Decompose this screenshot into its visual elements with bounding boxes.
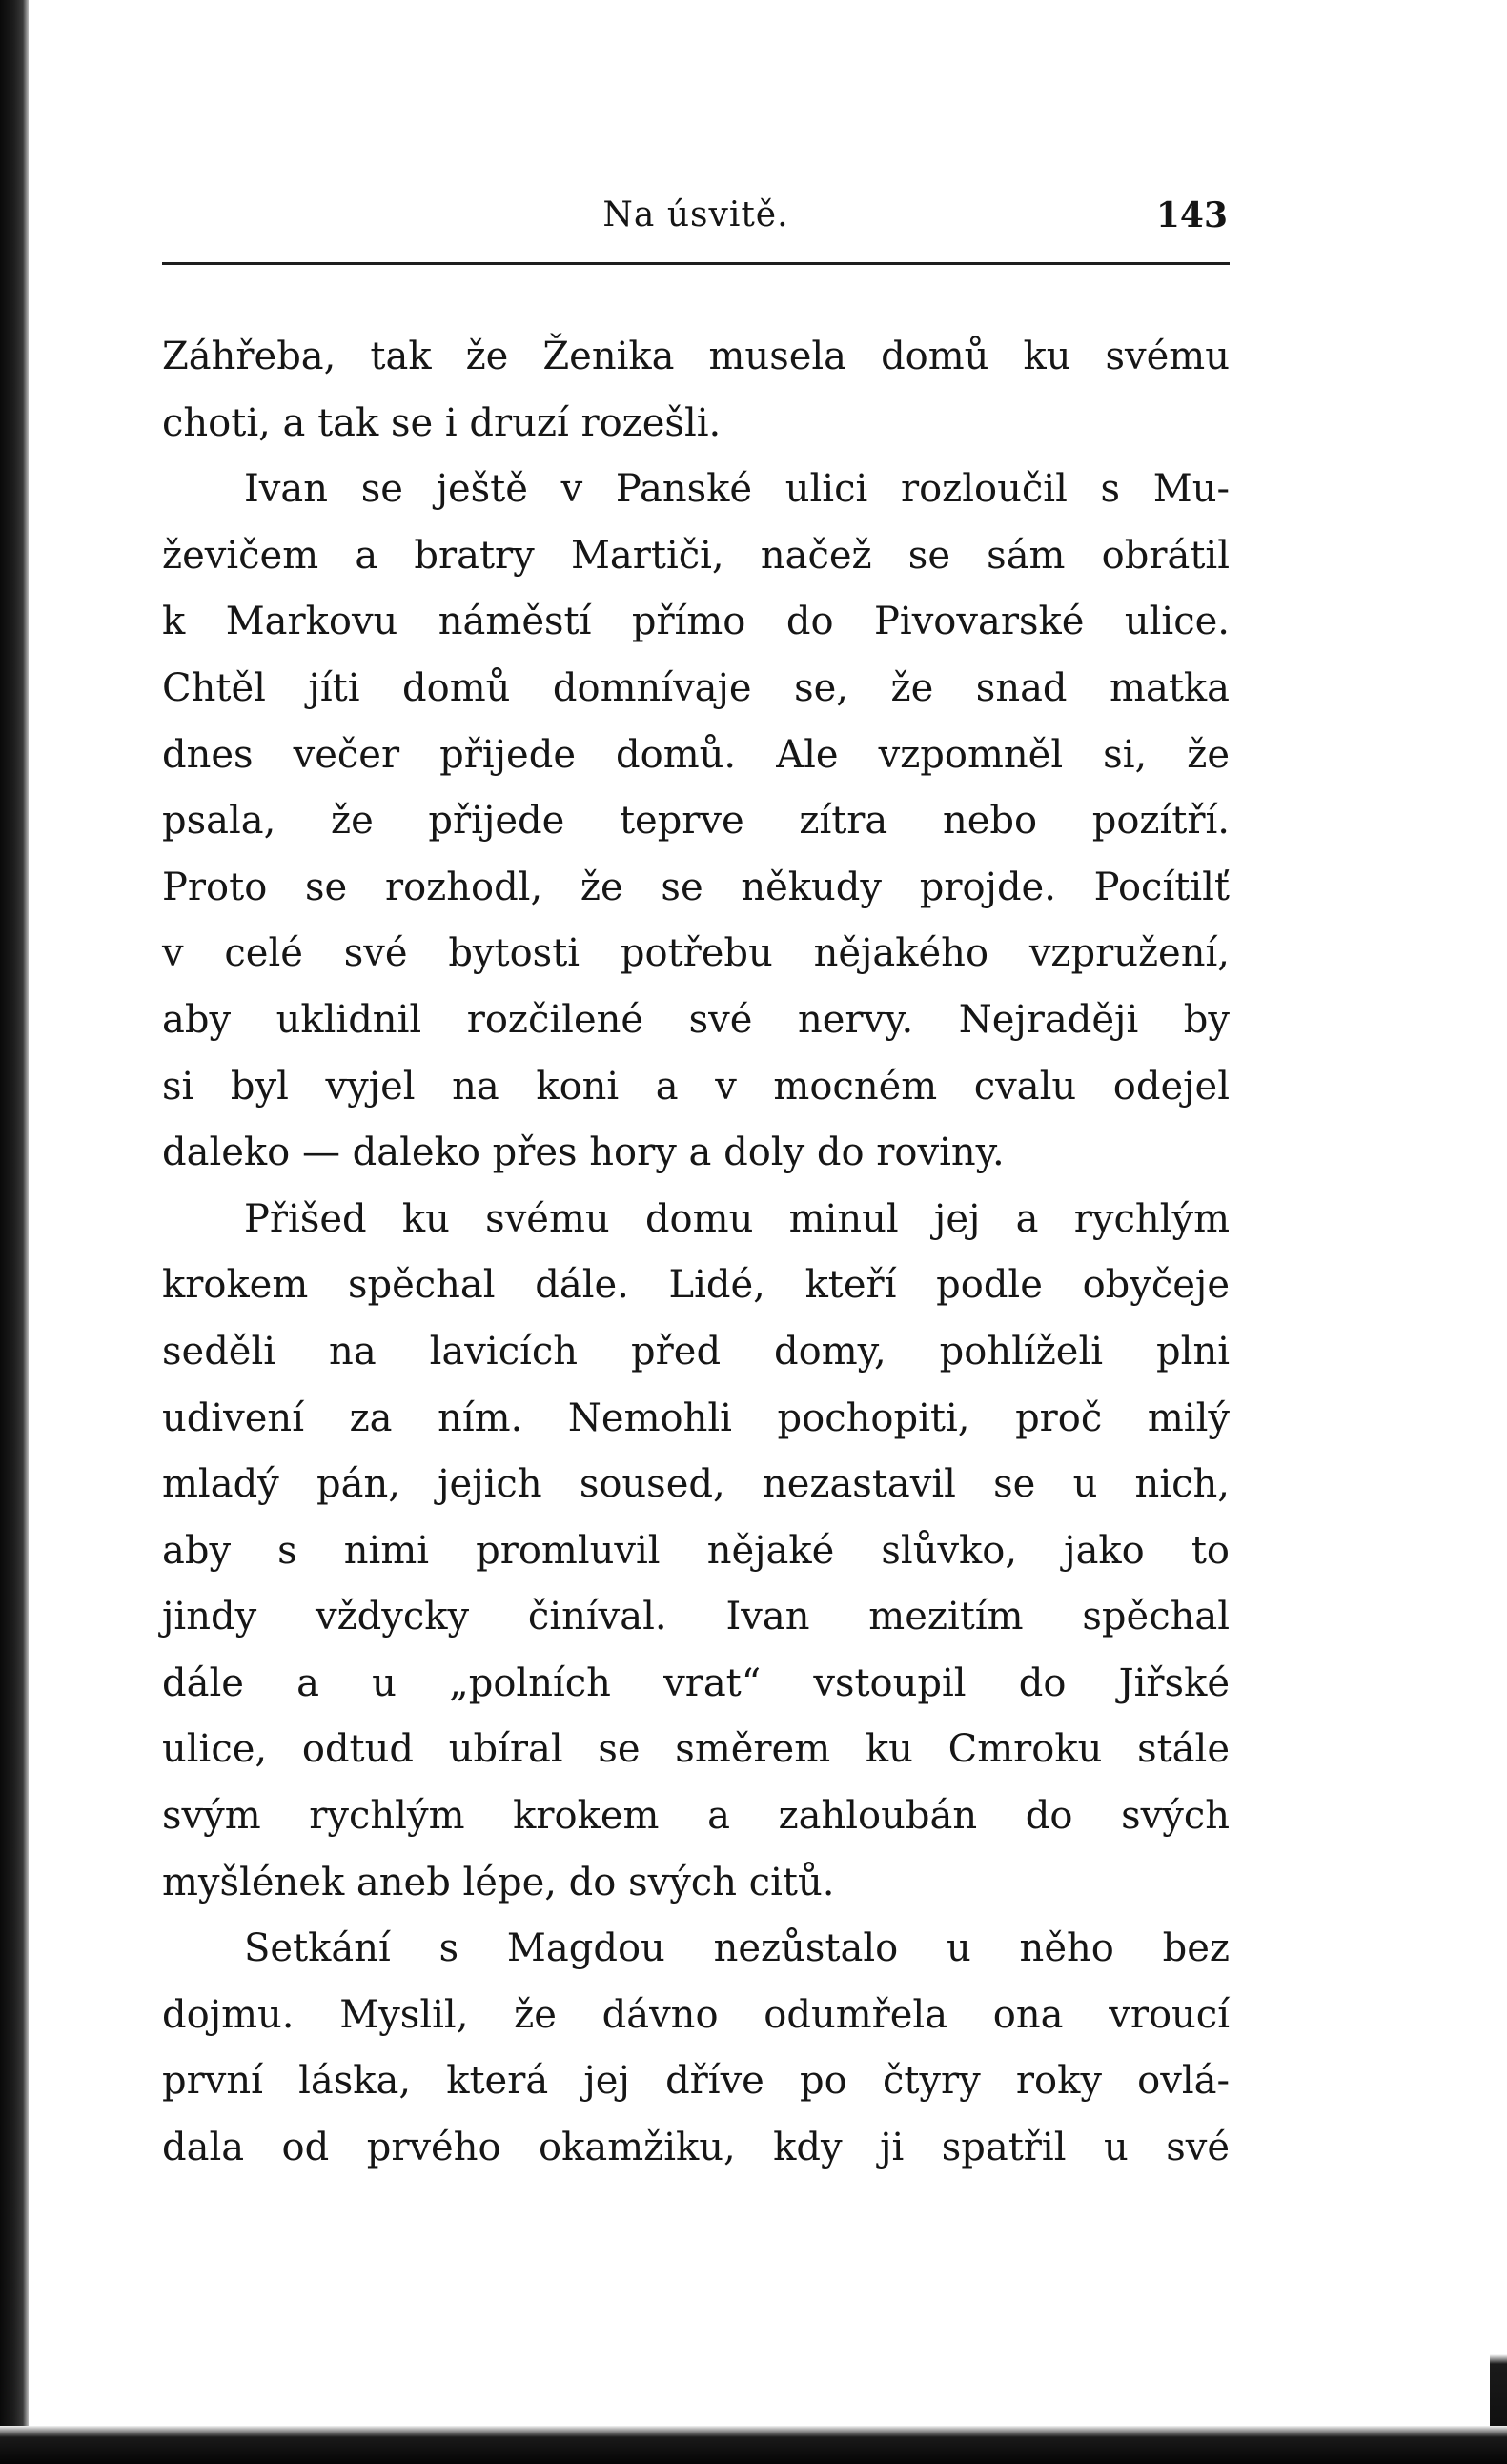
text-line: Chtěl jíti domů domnívaje se, že snad matka (162, 665, 1230, 710)
body-text (162, 324, 1230, 2182)
page-number: 143 (1155, 195, 1228, 235)
text-line: aby s nimi promluvil nějaké slůvko, jako to (162, 1528, 1230, 1573)
text-line: dnes večer přijede domů. Ale vzpomněl si, že (162, 732, 1230, 777)
text-line: svým rychlým krokem a zahloubán do svých (162, 1794, 1230, 1839)
text-line: si byl vyjel na koni a v mocném cvalu odejel (162, 1064, 1230, 1109)
text-line: mladý pán, jejich soused, nezastavil se u nich, (162, 1462, 1230, 1507)
text-line: choti, a tak se i druzí rozešli. (162, 400, 722, 445)
text-line: k Markovu náměstí přímo do Pivovarské ulice. (162, 600, 1230, 644)
text-line: ulice, odtud ubíral se směrem ku Cmroku stále (162, 1727, 1230, 1772)
text-line: Přišed ku svému domu minul jej a rychlým (244, 1196, 1230, 1241)
text-line: Setkání s Magdou nezůstalo u něho bez (244, 1926, 1230, 1971)
text-line: seděli na lavicích před domy, pohlíželi plni (162, 1329, 1230, 1374)
text-line: myšlének aneb lépe, do svých citů. (162, 1860, 835, 1904)
text-line: daleko — daleko přes hory a doly do roviny. (162, 1130, 1005, 1175)
text-line: první láska, která jej dříve po čtyry roky ovlá- (162, 2059, 1230, 2104)
scan-left-border (0, 0, 29, 2464)
text-line: udivení za ním. Nemohli pochopiti, proč milý (162, 1395, 1230, 1440)
text-line: psala, že přijede teprve zítra nebo pozítří. (162, 799, 1230, 844)
text-line: dala od prvého okamžiku, kdy ji spatřil u své (162, 2126, 1230, 2170)
page-header (162, 195, 1230, 253)
text-line: jindy vždycky činíval. Ivan mezitím spěchal (162, 1595, 1230, 1639)
text-line: dále a u „polních vrat“ vstoupil do Jiřské (162, 1660, 1230, 1705)
text-line: v celé své bytosti potřebu nějakého vzpružení, (162, 931, 1230, 976)
text-line: Proto se rozhodl, že se někudy projde. Pocítilť (162, 865, 1230, 909)
scan-bottom-border (0, 2426, 1507, 2464)
text-line: Ivan se ještě v Panské ulici rozloučil s Mu- (244, 467, 1230, 512)
running-title: Na úsvitě. (602, 195, 789, 234)
text-line: Záhřeba, tak že Ženika musela domů ku svému (162, 335, 1230, 378)
text-line: ževičem a bratry Martiči, načež se sám obrátil (162, 533, 1230, 578)
header-rule (162, 262, 1230, 265)
text-line: krokem spěchal dále. Lidé, kteří podle obyčeje (162, 1263, 1230, 1308)
text-line: dojmu. Myslil, že dávno odumřela ona vroucí (162, 1992, 1230, 2037)
text-line: aby uklidnil rozčilené své nervy. Nejraději by (162, 997, 1230, 1042)
scan-right-border (1490, 0, 1507, 2464)
